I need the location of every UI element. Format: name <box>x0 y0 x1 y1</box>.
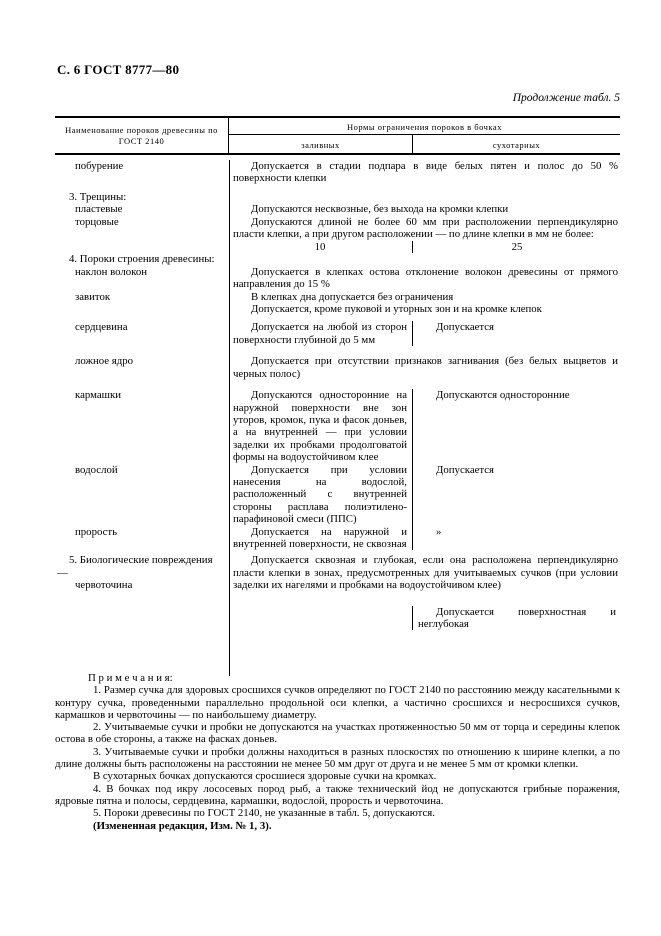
table-row <box>55 606 620 631</box>
table-row <box>55 321 620 346</box>
defect-name: побурение <box>75 160 124 172</box>
defect-name: сердцевина <box>75 321 128 334</box>
column-divider-line <box>229 160 230 676</box>
norm-zalivnye: Допускается при условии нанесения на водослой, расположенный с внутренней стороны расплава полиэтилено-парафиновой смеси (ППС) <box>233 463 407 526</box>
defect-name: червоточина <box>75 579 133 592</box>
norm-text: В клепках дна допускается без ограничения <box>251 290 454 303</box>
column-header-suhotarnye: сухотарных <box>492 140 541 150</box>
sub-headers <box>229 135 620 153</box>
norm-text: Допускается в стадии подпара в виде белых пятен и полос до 50 % поверхности клепки <box>233 160 618 185</box>
table-row <box>55 160 620 185</box>
defect-name: кармашки <box>75 389 121 402</box>
value-zalivnye: 10 <box>314 240 326 253</box>
table-row <box>55 464 620 526</box>
defect-name: ложное ядро <box>75 355 134 368</box>
note-item: 2. Учитываемые сучки и пробки не допускаются на участках протяженностью 50 мм от торца и середины клепок остова в обе стороны, а также на фасках доньев. <box>55 721 620 746</box>
defect-name: наклон волокон <box>75 265 148 278</box>
table-row <box>55 191 620 203</box>
table-continuation-caption: Продолжение табл. 5 <box>512 92 620 104</box>
norm-suhotarnye: Допускаются односторонние <box>436 389 570 402</box>
table-row <box>55 291 620 316</box>
defect-name: завиток <box>75 290 111 303</box>
defect-name: торцовые <box>75 215 119 228</box>
table-row <box>55 526 620 551</box>
norm-text: Допускаются несквозные, без выхода на кромки клепки <box>251 203 509 216</box>
defect-name: водослой <box>75 463 118 476</box>
defect-group-name: 5. Биологические повреждения — <box>57 554 213 579</box>
table-row <box>55 266 620 291</box>
note-item: В сухотарных бочках допускаются сросшиеся здоровые сучки на кромках. <box>93 770 437 783</box>
column-header-zalivnye: заливных <box>229 135 413 153</box>
defect-group-name: 3. Трещины: <box>69 190 127 203</box>
norm-zalivnye: Допускаются односторонние на наружной поверхности вне зон уторов, кромок, пука и фасок доньев, а на внутренней — при условии заделки их пробками продолговатой формы на водоустойчивом клее <box>233 389 407 464</box>
table-row <box>55 355 620 380</box>
norm-zalivnye: Допускается на наружной и внутренней поверхности, не сквозная <box>233 525 407 550</box>
norm-text: Допускается в клепках остова отклонение волокон древесины от прямого направления до 15 % <box>233 265 618 291</box>
norm-text: Допускаются длиной не более 60 мм при расположении перпендикулярно пласти клепки, а при другом расположении — по длине клепки в мм не более: <box>233 215 618 241</box>
note-item: 5. Пороки древесины по ГОСТ 2140, не указанные в табл. 5, допускаются. <box>93 807 435 820</box>
notes-section <box>55 672 620 832</box>
defects-norms-table <box>55 116 620 676</box>
norm-text: Допускается сквозная и глубокая, если она расположена перпендикулярно пласти клепки в зонах, предусмотренных для учитываемых сучков (при условии заделки их нагелями и пробками на водоустойчивом клее) <box>233 554 618 592</box>
ditto-mark: » <box>436 525 442 538</box>
norm-suhotarnye: Допускается поверхностная и неглубокая <box>418 605 616 630</box>
page-header: С. 6 ГОСТ 8777—80 <box>57 62 180 77</box>
defect-name: прорость <box>75 525 118 538</box>
norm-zalivnye: Допускается на любой из сторон поверхности глубиной до 5 мм <box>233 321 407 346</box>
norm-suhotarnye: Допускается <box>436 321 495 334</box>
norm-text: Допускается при отсутствии признаков загнивания (без белых выцветов и черных полос) <box>233 355 618 380</box>
note-item: 1. Размер сучка для здоровых сросшихся сучков определяют по ГОСТ 2140 по расстоянию между касательными к контуру сучка, проведенными параллельно продольной оси клепки, а частично сросшихся и несросшихся сучков, кармашков и червоточины — по наибольшему диаметру. <box>55 684 620 721</box>
norm-suhotarnye: Допускается <box>436 463 495 476</box>
norm-text: Допускается, кроме пуковой и уторных зон и на кромке клепок <box>251 303 542 316</box>
table-body <box>55 160 620 676</box>
table-row <box>55 203 620 215</box>
column-header-defect-name: Наименование пороков древесины по ГОСТ 2140 <box>55 118 229 153</box>
defect-name: пластевые <box>75 203 123 216</box>
notes-title: П р и м е ч а н и я: <box>88 672 173 684</box>
table-row <box>55 216 620 241</box>
table-row <box>55 389 620 463</box>
table-row <box>55 554 620 591</box>
column-header-norms-group <box>229 118 620 153</box>
defect-group-name: 4. Пороки строения древесины: <box>69 253 215 266</box>
table-row <box>55 253 620 265</box>
table-header <box>55 116 620 155</box>
note-item: 4. В бочках под икру лососевых пород рыб, а также технический йод не допускаются грибные поражения, ядровые пятна и полосы, сердцевина, кармашки, водослой, прорость и червоточина. <box>55 782 620 807</box>
value-suhotarnye: 25 <box>511 240 523 253</box>
table-row-values <box>55 240 620 253</box>
note-item: 3. Учитываемые сучки и пробки должны находиться в разных плоскостях по отношению к ширине клепки, а по длине должны быть расположены на расстоянии не менее 50 мм друг от друга и не менее 5 мм от кромки клепки. <box>55 745 620 771</box>
group-header: Нормы ограничения пороков в бочках <box>229 118 620 135</box>
amendment-note: (Измененная редакция, Изм. № 1, 3). <box>93 819 272 832</box>
